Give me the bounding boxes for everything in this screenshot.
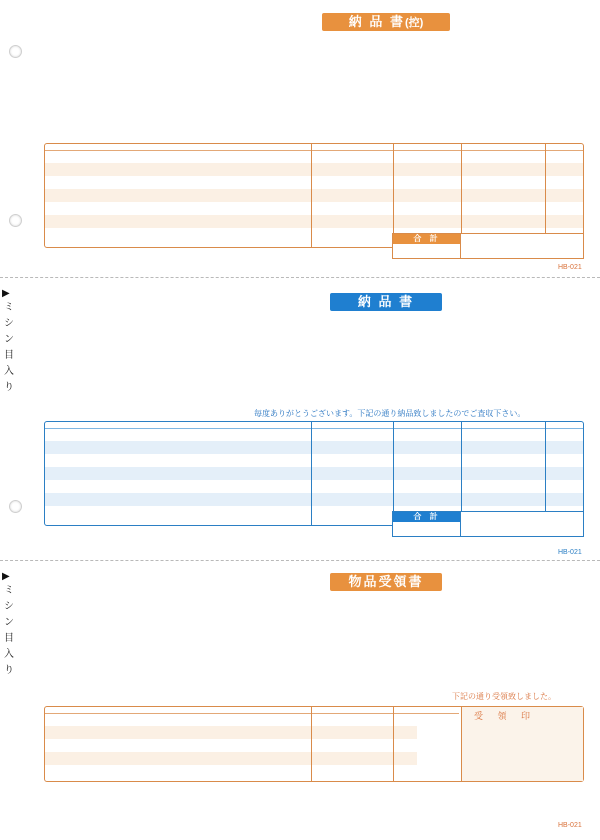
column-divider — [393, 144, 394, 247]
column-divider — [460, 511, 461, 537]
column-divider — [393, 707, 394, 781]
slip-copy-form-code: HB-021 — [558, 264, 582, 271]
slip-copy-title: 納 品 書(控) — [322, 13, 450, 31]
row-stripe — [45, 467, 583, 480]
row-line — [45, 428, 583, 429]
column-divider — [461, 422, 462, 525]
row-stripe — [45, 493, 583, 506]
slip-receipt-stamp-label: 受 領 印 — [473, 711, 536, 721]
punch-hole — [9, 214, 22, 227]
slip-delivery-form-code: HB-021 — [558, 549, 582, 556]
slip-receipt-form-code: HB-021 — [558, 822, 582, 829]
perforation-label-char: 目 — [4, 633, 14, 644]
perforation-label-char: 目 — [4, 350, 14, 361]
perforation-label-char: り — [4, 665, 14, 676]
row-line — [45, 150, 583, 151]
punch-hole — [9, 45, 22, 58]
row-stripe — [45, 441, 583, 454]
column-divider — [311, 707, 312, 781]
column-divider — [311, 422, 312, 525]
perforation-label-char: ミ — [4, 302, 14, 313]
perforation-arrow: ▶ — [2, 288, 10, 299]
row-line — [45, 713, 459, 714]
perforation-arrow: ▶ — [2, 571, 10, 582]
perforation-line — [0, 560, 600, 561]
perforation-label-char: 入 — [4, 649, 14, 660]
perforation-line — [0, 277, 600, 278]
row-stripe — [45, 215, 583, 228]
perforation-label-char: シ — [4, 318, 14, 329]
perforation-label-char: ン — [4, 617, 14, 628]
perforation-label-char: ン — [4, 334, 14, 345]
column-divider — [545, 144, 546, 247]
slip-delivery-note: 毎度ありがとうございます。下記の通り納品致しましたのでご査収下さい。 — [254, 409, 526, 418]
row-stripe — [45, 163, 583, 176]
perforation-label-char: り — [4, 382, 14, 393]
column-divider — [393, 422, 394, 525]
row-stripe — [45, 752, 417, 765]
slip-delivery-title: 納 品 書 — [330, 293, 442, 311]
column-divider — [460, 233, 461, 259]
perforation-label-char: 入 — [4, 366, 14, 377]
column-divider — [311, 144, 312, 247]
perforation-label-char: シ — [4, 601, 14, 612]
slip-delivery-total-label: 合 計 — [393, 512, 461, 522]
column-divider — [461, 144, 462, 247]
punch-hole — [9, 500, 22, 513]
slip-copy-total-label: 合 計 — [393, 234, 461, 244]
row-stripe — [45, 189, 583, 202]
row-stripe — [45, 726, 417, 739]
perforation-label-char: ミ — [4, 585, 14, 596]
column-divider — [545, 422, 546, 525]
slip-receipt-note: 下記の通り受領致しました。 — [452, 692, 556, 701]
slip-receipt-title: 物品受領書 — [330, 573, 442, 591]
